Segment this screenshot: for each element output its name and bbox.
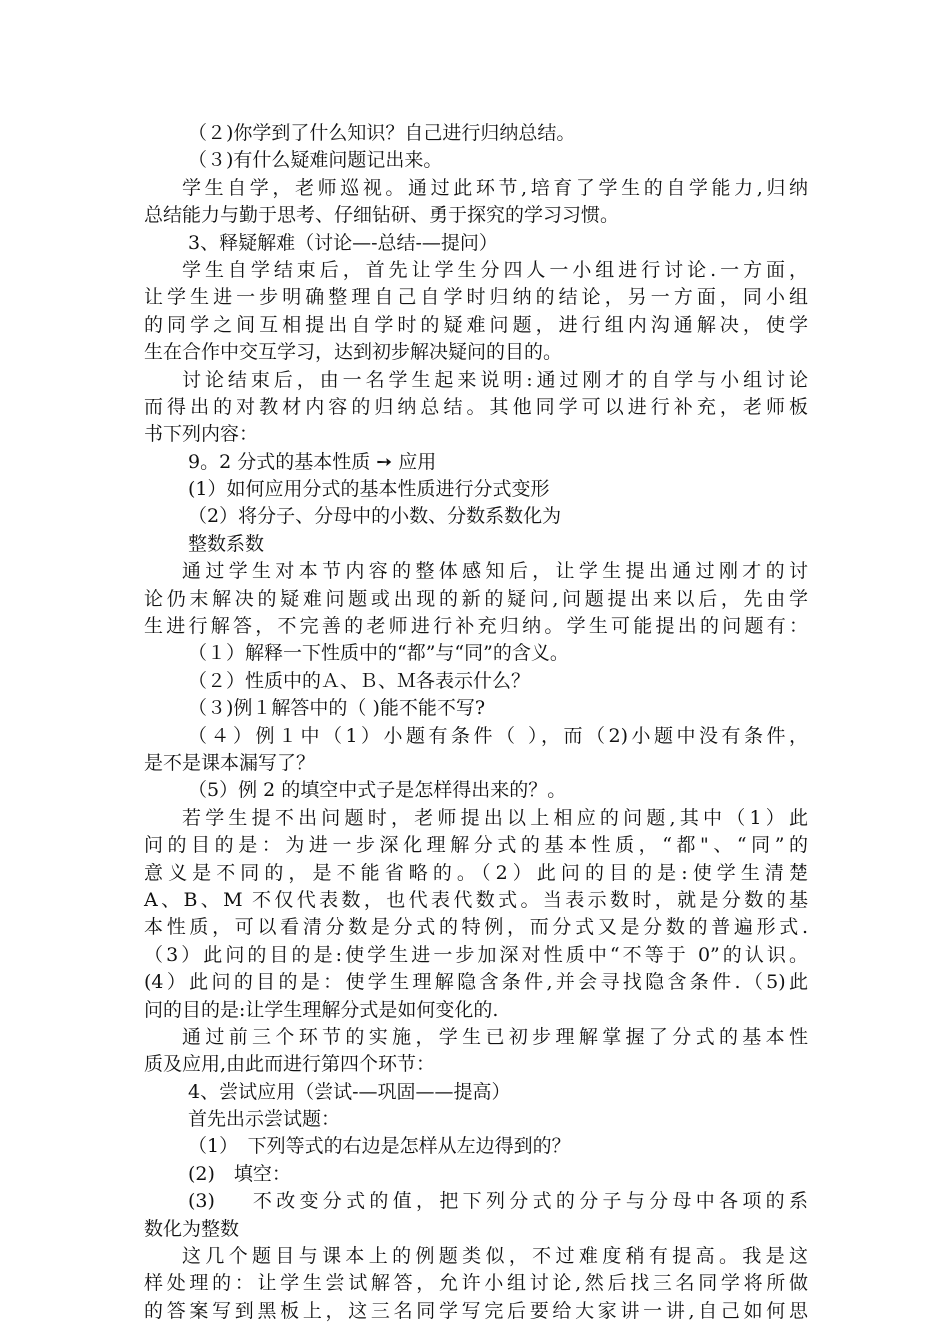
text-line: 让学生进一步明确整理自己自学时归纳的结论，另一方面，同小组 <box>144 286 808 309</box>
exercise-item: (2) 填空： <box>188 1162 291 1185</box>
text-line: 数化为整数 <box>144 1217 240 1240</box>
text-line: 问的目的是:让学生理解分式是如何变化的. <box>144 998 499 1021</box>
text-line: 质及应用,由此而进行第四个环节： <box>144 1053 436 1076</box>
text-line: 若学生提不出问题时，老师提出以上相应的问题,其中（1）此 <box>182 806 808 829</box>
exercise-item: (3) 不改变分式的值，把下列分式的分子与分母中各项的系 <box>188 1190 808 1213</box>
text-line: 首先出示尝试题： <box>188 1108 341 1131</box>
section-heading: 3、释疑解难（讨论—-总结-—提问） <box>188 231 498 254</box>
blackboard-title: 9。2 分式的基本性质 ➙ 应用 <box>188 450 437 473</box>
text-line: 通过学生对本节内容的整体感知后，让学生提出通过刚才的讨 <box>182 560 808 583</box>
text-line: （２)你学到了什么知识？自己进行归纳总结。 <box>188 122 576 144</box>
text-line: 通过前三个环节的实施，学生已初步理解掌握了分式的基本性 <box>182 1025 808 1048</box>
text-line: (4）此问的目的是：使学生理解隐含条件,并会寻找隐含条件.（5)此 <box>144 971 808 994</box>
text-line: （3）此问的目的是:使学生进一步加深对性质中“不等于 0”的认识。 <box>144 943 808 966</box>
text-line: 的答案写到黑板上，这三名同学写完后要给大家讲一讲,自己如何思 <box>144 1299 808 1322</box>
question-item: （４）例１中（1）小题有条件（ ），而（2)小题中没有条件， <box>188 724 808 747</box>
text-line: 问的目的是：为进一步深化理解分式的基本性质，“都"、“同”的 <box>144 834 808 857</box>
question-item: （２）性质中的Ａ、Ｂ、Ｍ各表示什么？ <box>188 669 531 692</box>
text-line: 样处理的：让学生尝试解答，允许小组讨论,然后找三名同学将所做 <box>144 1272 808 1295</box>
text-line: 书下列内容： <box>144 423 259 446</box>
text-line: 讨论结束后，由一名学生起来说明:通过刚才的自学与小组讨论 <box>182 368 808 391</box>
text-line: 学生自学，老师巡视。通过此环节,培育了学生的自学能力,归纳 <box>182 176 808 199</box>
text-line: 的同学之间互相提出自学时的疑难问题，进行组内沟通解决，使学 <box>144 313 808 336</box>
text-line: 学生自学结束后，首先让学生分四人一小组进行讨论.一方面， <box>182 258 808 281</box>
text-line: （2）将分子、分母中的小数、分数系数化为 <box>188 505 562 528</box>
question-item: （5）例 2 的填空中式子是怎样得出来的？。 <box>188 779 567 802</box>
document-body <box>144 120 808 1325</box>
text-line: (1）如何应用分式的基本性质进行分式变形 <box>188 478 550 501</box>
text-line: 这几个题目与课本上的例题类似，不过难度稍有提高。我是这 <box>182 1245 808 1268</box>
text-line: 而得出的对教材内容的归纳总结。其他同学可以进行补充，老师板 <box>144 395 808 418</box>
text-line: 是不是课本漏写了？ <box>144 751 316 774</box>
text-line: 总结能力与勤于思考、仔细钻研、勇于探究的学习习惯。 <box>144 204 620 227</box>
section-heading: 4、尝试应用（尝试-—巩固——提高） <box>188 1080 511 1103</box>
exercise-item: （1） 下列等式的右边是怎样从左边得到的？ <box>188 1135 571 1158</box>
text-line: 论仍末解决的疑难问题或出现的新的疑问,问题提出来以后，先由学 <box>144 587 808 610</box>
text-line: A、B、M 不仅代表数，也代表代数式。当表示数时，就是分数的基 <box>144 888 808 911</box>
text-line: 生在合作中交互学习，达到初步解决疑问的目的。 <box>144 341 563 364</box>
text-line: 生进行解答，不完善的老师进行补充归纳。学生可能提出的问题有： <box>144 615 808 638</box>
text-line: 整数系数 <box>188 532 265 555</box>
text-line: （３)有什么疑难问题记出来。 <box>188 149 443 172</box>
text-line: 意义是不同的，是不能省略的。（2）此问的目的是:使学生清楚 <box>144 861 808 884</box>
question-item: （３)例１解答中的（ )能不能不写? <box>188 697 486 720</box>
text-line: 本性质，可以看清分数是分式的特例，而分式又是分数的普遍形式. <box>144 916 808 939</box>
question-item: （１）解释一下性质中的“都”与“同”的含义。 <box>188 642 569 665</box>
